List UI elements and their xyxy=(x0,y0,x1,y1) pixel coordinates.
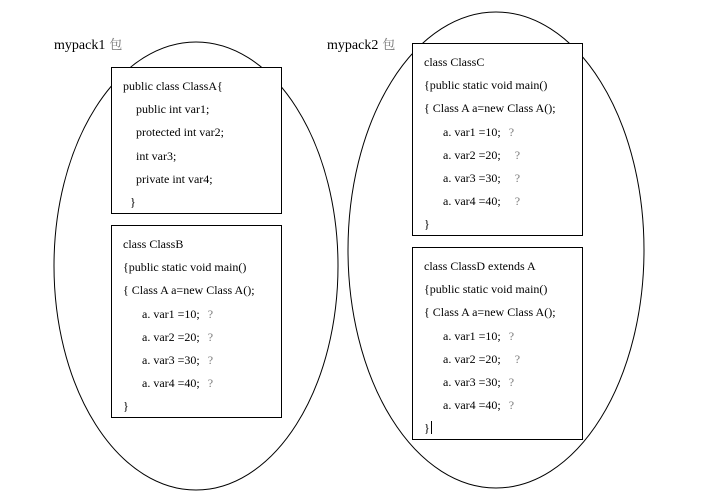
question-mark: ? xyxy=(508,398,515,413)
classA-box xyxy=(111,67,282,214)
classD-decl: { Class A a=new Class A(); xyxy=(424,305,556,320)
code-text: a. var1 =10; xyxy=(443,124,501,139)
question-mark: ? xyxy=(207,329,214,344)
mypack1-name: mypack1 xyxy=(54,38,106,53)
code-text: a. var1 =10; xyxy=(142,306,200,321)
question-mark: ? xyxy=(508,124,515,139)
code-text: a. var3 =30; xyxy=(443,170,501,185)
classB-close: } xyxy=(123,399,129,414)
classB-decl: { Class A a=new Class A(); xyxy=(123,283,255,298)
classD-main: {public static void main() xyxy=(424,282,548,297)
mypack2-name: mypack2 xyxy=(327,38,379,53)
mypack1-label xyxy=(54,37,122,54)
code-text: a. var4 =40; xyxy=(443,398,501,413)
classB-header: class ClassB xyxy=(123,237,184,251)
code-text: a. var2 =20; xyxy=(443,351,501,366)
classB-assign-var3 xyxy=(112,349,281,372)
mypack2-package-glyph: 包 xyxy=(382,37,396,52)
question-mark: ? xyxy=(514,194,521,209)
classC-assign-var3 xyxy=(413,167,582,190)
question-mark: ? xyxy=(508,374,515,389)
code-text: a. var2 =20; xyxy=(142,329,200,344)
question-mark: ? xyxy=(508,328,515,343)
mypack2-label xyxy=(327,37,395,54)
classC-assign-var4 xyxy=(413,190,582,213)
classB-assign-var2 xyxy=(112,326,281,349)
classD-assign-var3 xyxy=(413,371,582,394)
code-text: a. var4 =40; xyxy=(142,376,200,391)
classA-close: } xyxy=(130,194,136,209)
classC-main: {public static void main() xyxy=(424,78,548,93)
code-text: a. var2 =20; xyxy=(443,147,501,162)
code-text: a. var3 =30; xyxy=(443,374,501,389)
question-mark: ? xyxy=(207,352,214,367)
classD-close xyxy=(413,417,582,440)
classD-header: class ClassD extends A xyxy=(424,259,536,273)
classD-box xyxy=(412,247,583,440)
classB-box xyxy=(111,225,282,418)
question-mark: ? xyxy=(207,376,214,391)
code-text: a. var4 =40; xyxy=(443,194,501,209)
classD-assign-var2 xyxy=(413,348,582,371)
classC-header: class ClassC xyxy=(424,55,485,69)
classC-close: } xyxy=(424,217,430,232)
classC-assign-var1 xyxy=(413,121,582,144)
classA-field-var2: protected int var2; xyxy=(136,125,224,140)
classB-assign-var4 xyxy=(112,372,281,395)
code-text: a. var3 =30; xyxy=(142,352,200,367)
mypack1-package-glyph: 包 xyxy=(109,37,123,52)
text-cursor xyxy=(431,421,432,434)
classA-field-var1: public int var1; xyxy=(136,102,210,117)
classC-assign-var2 xyxy=(413,144,582,167)
question-mark: ? xyxy=(514,170,521,185)
classA-field-var3: int var3; xyxy=(136,148,177,163)
classC-box xyxy=(412,43,583,236)
classB-main: {public static void main() xyxy=(123,260,247,275)
question-mark: ? xyxy=(514,147,521,162)
classB-assign-var1 xyxy=(112,303,281,326)
close-brace: } xyxy=(424,421,430,436)
question-mark: ? xyxy=(207,306,214,321)
classA-field-var4: private int var4; xyxy=(136,171,213,186)
code-text: a. var1 =10; xyxy=(443,328,501,343)
classC-decl: { Class A a=new Class A(); xyxy=(424,101,556,116)
classD-assign-var1 xyxy=(413,325,582,348)
question-mark: ? xyxy=(514,351,521,366)
classD-assign-var4 xyxy=(413,394,582,417)
classA-header: public class ClassA{ xyxy=(123,79,223,93)
